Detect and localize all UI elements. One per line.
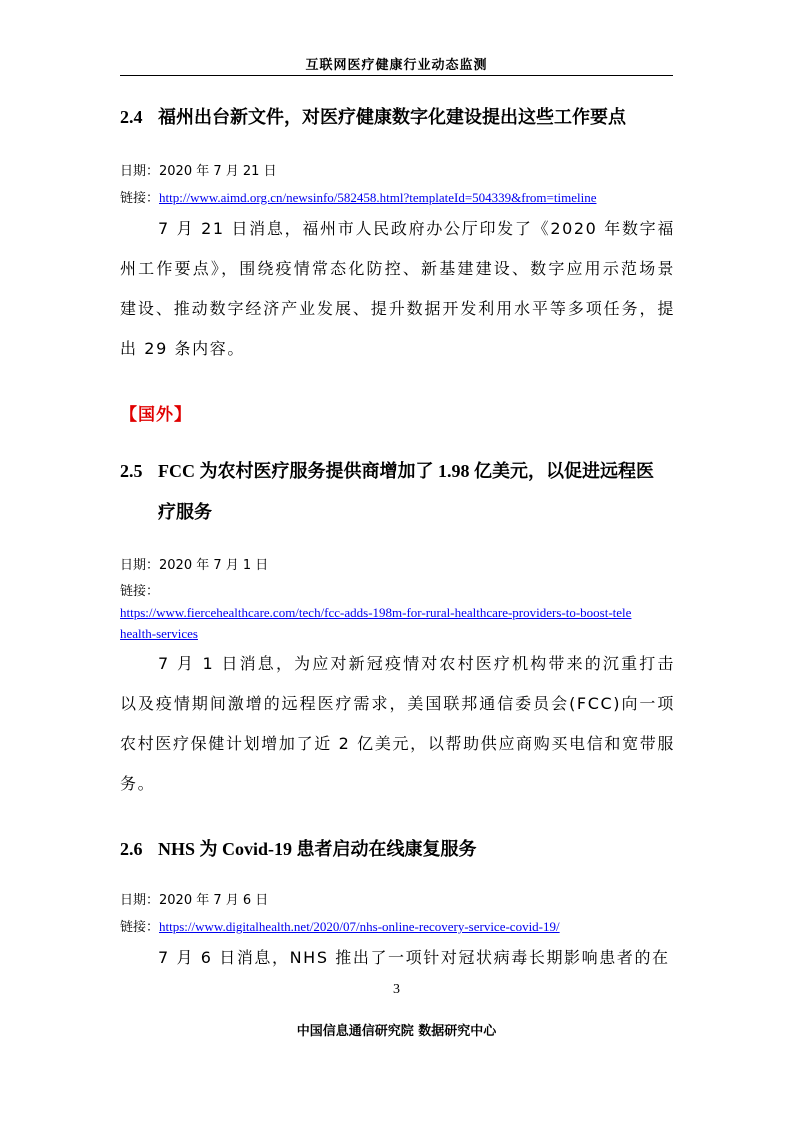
title-latin-prefix: FCC: [158, 461, 195, 481]
title-text-suffix: 患者启动在线康复服务: [296, 839, 477, 860]
section-number: 2.6: [120, 839, 143, 859]
date-value: 2020 年 7 月 6 日: [159, 893, 269, 908]
article-body: 7 月 21 日消息，福州市人民政府办公厅印发了《2020 年数字福州工作要点》，围绕疫情常态化防控、新基建建设、数字应用示范场景建设、推动数字经济产业发展、提升数据开发利用水平等多项任务，提出 29 条内容。: [120, 219, 675, 358]
title-text-suffix: 亿美元，以促进远程医: [474, 461, 654, 482]
date-value: 2020 年 7 月 21 日: [159, 164, 277, 179]
link-label: 链接：: [120, 920, 160, 935]
section-number: 2.5: [120, 461, 143, 481]
title-latin: Covid-19: [222, 839, 293, 859]
article-link[interactable]: https://www.fiercehealthcare.com/tech/fcc-adds-198m-for-rural-healthcare-providers-to-boost-tele: [120, 605, 632, 620]
date-value: 2020 年 7 月 1 日: [159, 558, 269, 573]
region-tag-foreign: 【国外】: [120, 405, 192, 425]
article-link[interactable]: http://www.aimd.org.cn/newsinfo/582458.html?templateId=504339&from=timeline: [159, 190, 597, 205]
page-number: 3: [393, 982, 400, 997]
article-link-row: [120, 190, 596, 206]
title-text-line2: 疗服务: [158, 502, 212, 523]
title-number: 1.98: [438, 461, 470, 481]
section-title-2-6: [120, 840, 477, 859]
article-link-continued[interactable]: health-services: [120, 626, 198, 641]
article-body: 7 月 1 日消息，为应对新冠疫情对农村医疗机构带来的沉重打击以及疫情期间激增的远程医疗需求，美国联邦通信委员会(FCC)向一项农村医疗保健计划增加了近 2 亿美元，以帮助供应商购买电信和宽带服务。: [120, 654, 675, 793]
article-date: [120, 893, 268, 908]
date-label: 日期：: [120, 164, 160, 179]
running-header: 互联网医疗健康行业动态监测: [305, 58, 488, 73]
section-heading-text: 福州出台新文件，对医疗健康数字化建设提出这些工作要点: [158, 107, 626, 128]
link-label: 链接：: [120, 584, 160, 599]
section-number: 2.4: [120, 107, 143, 127]
page-footer: 中国信息通信研究院 数据研究中心: [296, 1024, 497, 1039]
title-latin-prefix: NHS: [158, 839, 196, 859]
article-link-line2[interactable]: [120, 626, 198, 642]
article-body: 7 月 6 日消息，NHS 推出了一项针对冠状病毒长期影响患者的在: [158, 948, 670, 967]
article-link[interactable]: https://www.digitalhealth.net/2020/07/nhs-online-recovery-service-covid-19/: [159, 919, 560, 934]
article-link-line1[interactable]: [120, 605, 631, 621]
section-title-2-5: [120, 462, 654, 481]
article-date: [120, 558, 268, 573]
title-text: 为农村医疗服务提供商增加了: [199, 461, 434, 482]
section-title-2-5-line2: [158, 503, 212, 522]
link-label: 链接：: [120, 191, 160, 206]
article-date: [120, 164, 277, 179]
link-label-row: [120, 584, 159, 599]
date-label: 日期：: [120, 893, 160, 908]
section-title-2-4: [120, 108, 626, 127]
date-label: 日期：: [120, 558, 160, 573]
header-rule: [120, 75, 673, 76]
article-link-row: [120, 919, 560, 935]
title-text: 为: [199, 839, 218, 860]
